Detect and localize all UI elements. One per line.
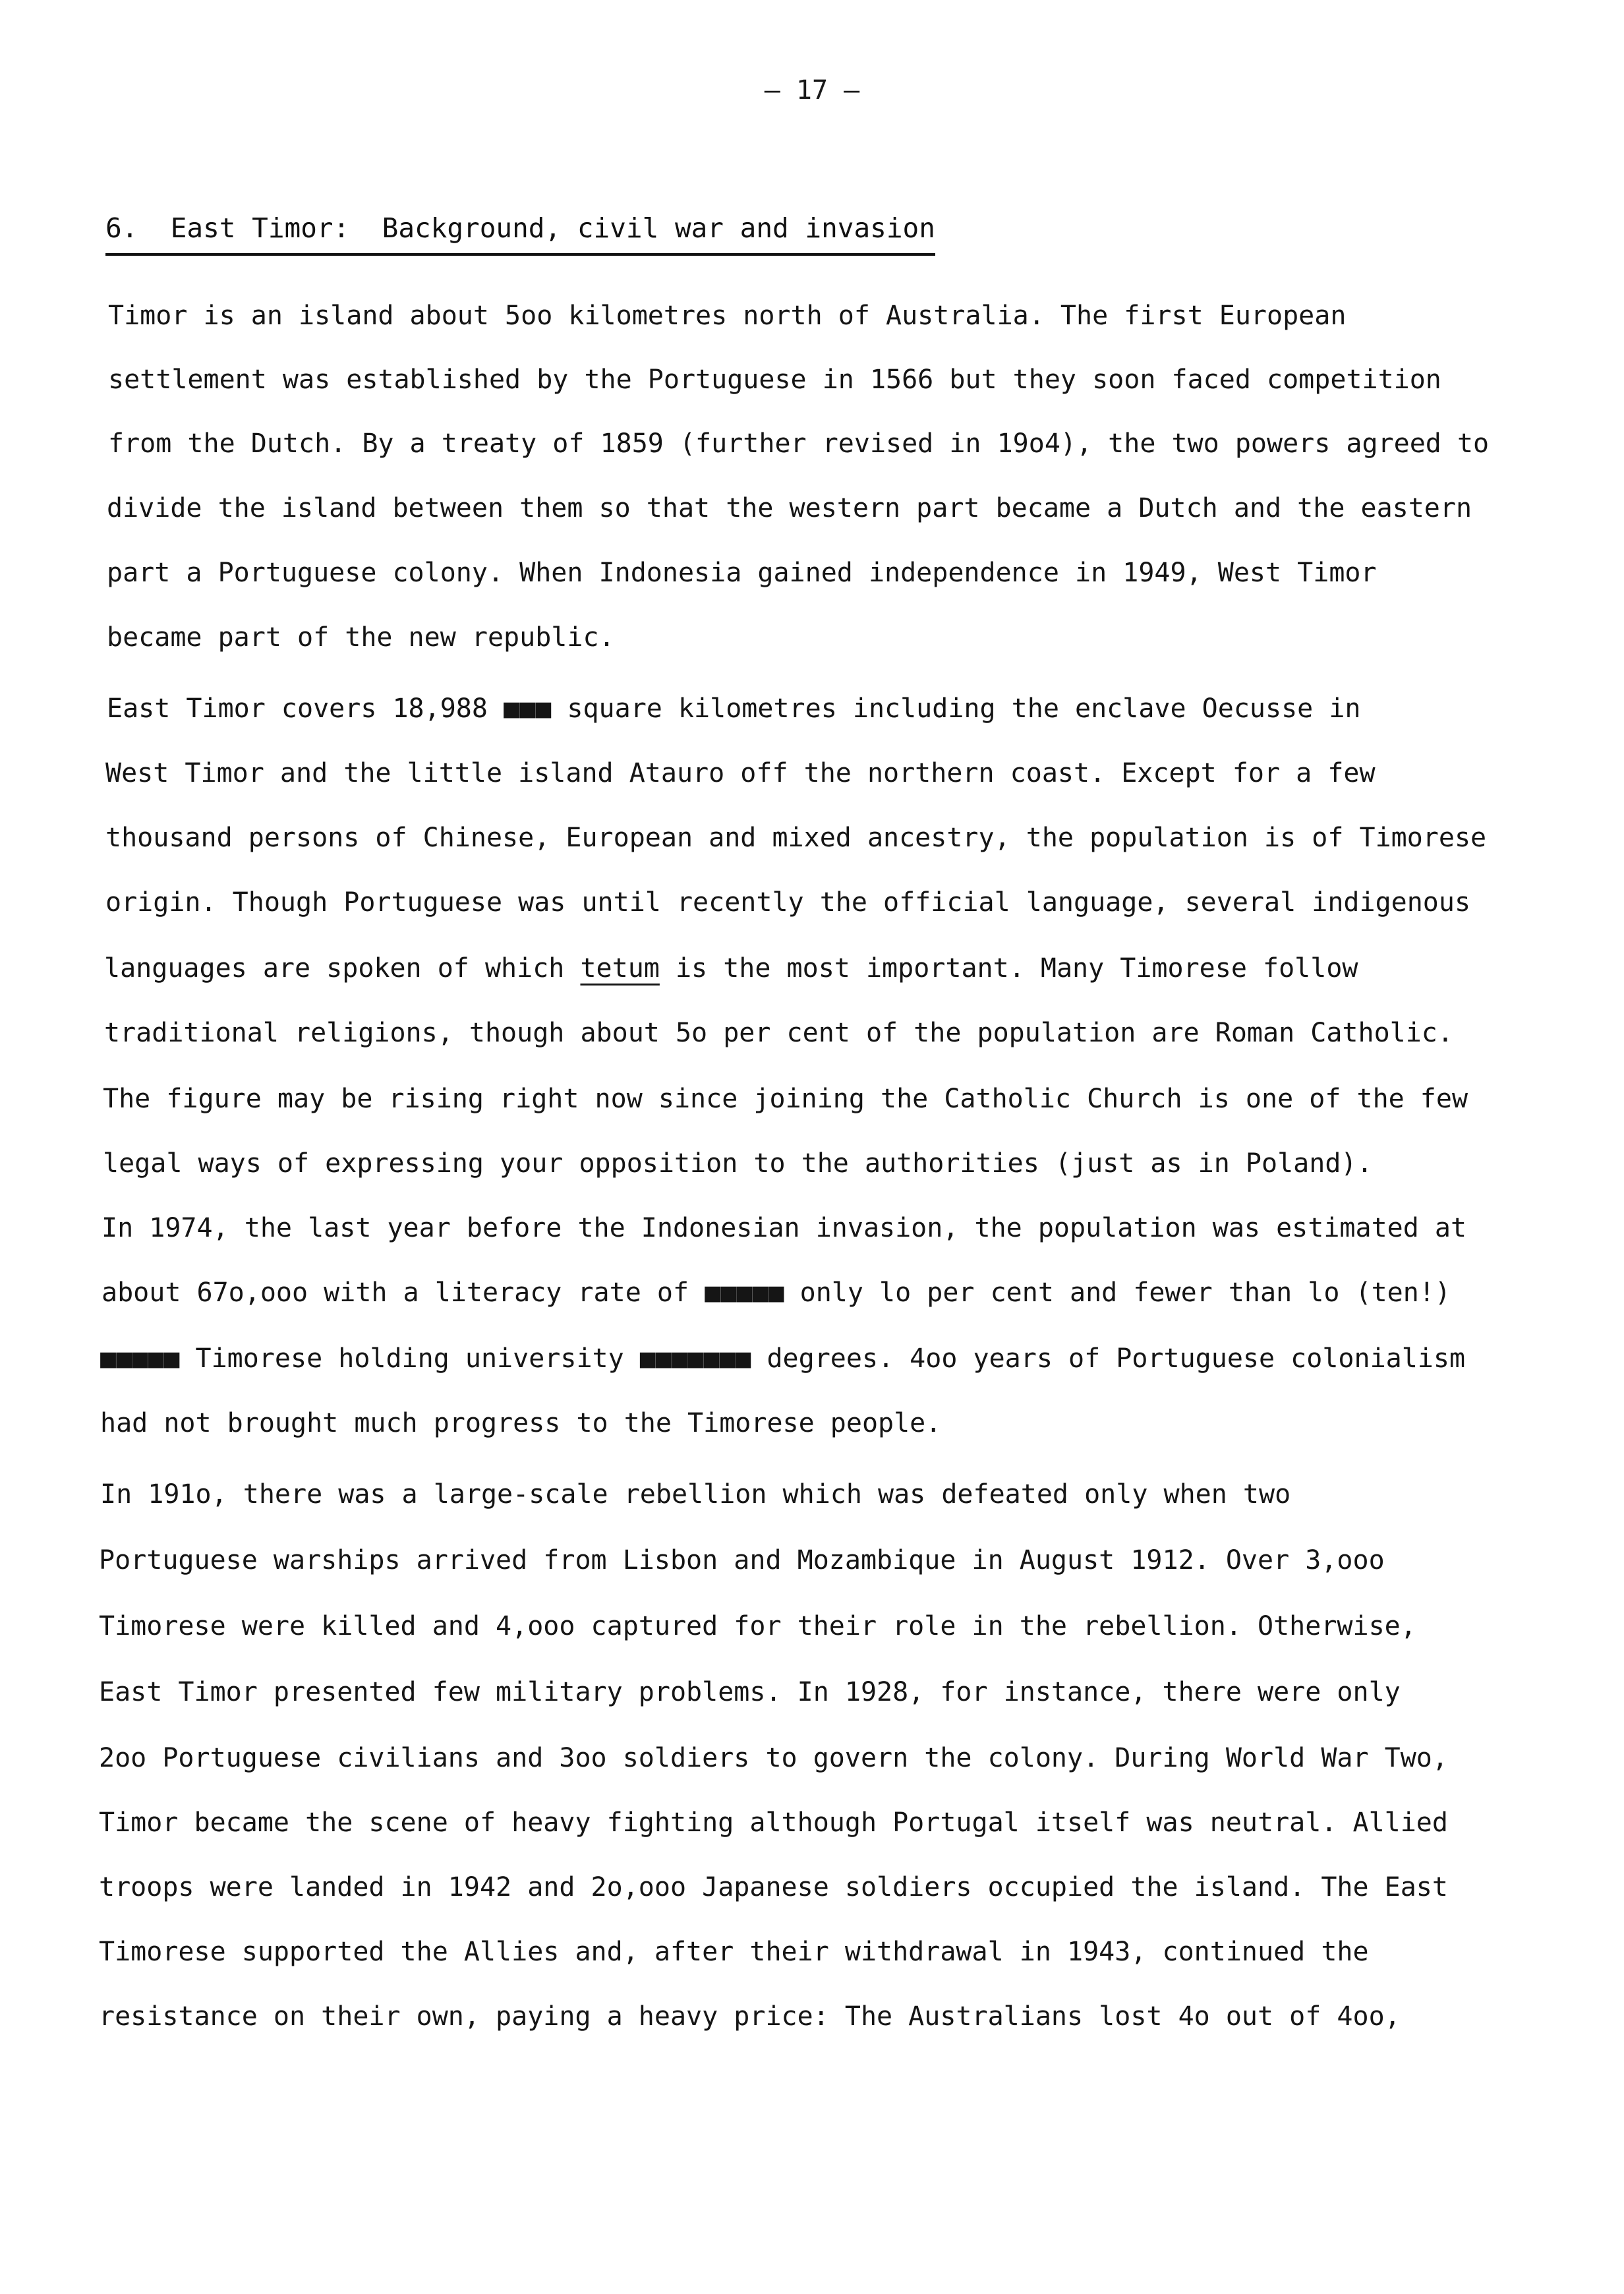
- text-line: divide the island between them so that the western part became a Dutch and the eastern: [107, 493, 1472, 523]
- text-line: settlement was established by the Portuguese in 1566 but they soon faced competition: [108, 365, 1441, 395]
- text-line: East Timor presented few military problems. In 1928, for instance, there were only: [99, 1677, 1401, 1707]
- page-number: — 17 —: [764, 75, 860, 105]
- text-line: from the Dutch. By a treaty of 1859 (further revised in 19o4), the two powers agreed to: [108, 428, 1490, 459]
- text-line: traditional religions, though about 5o per cent of the population are Roman Catholic.: [104, 1018, 1453, 1048]
- text-line: The figure may be rising right now since joining the Catholic Church is one of the few: [103, 1084, 1468, 1114]
- text-line: origin. Though Portuguese was until recently the official language, several indigenous: [105, 887, 1471, 918]
- text-line: In 191o, there was a large-scale rebellion which was defeated only when two: [100, 1479, 1291, 1510]
- text-line: became part of the new republic.: [107, 622, 615, 653]
- text-line: [104, 951, 1358, 986]
- text-line: West Timor and the little island Atauro off the northern coast. Except for a few: [105, 758, 1376, 788]
- section-heading: 6. East Timor: Background, civil war and invasion: [105, 210, 935, 256]
- text-line: 2oo Portuguese civilians and 3oo soldiers to govern the colony. During World War Two,: [99, 1743, 1448, 1773]
- text-segment: is the most important. Many Timorese follow: [659, 953, 1358, 984]
- text-line: part a Portuguese colony. When Indonesia gained independence in 1949, West Timor: [107, 558, 1377, 588]
- text-line: In 1974, the last year before the Indonesian invasion, the population was estimated at: [102, 1213, 1467, 1243]
- text-line: about 67o,ooo with a literacy rate of ■■■■■ only lo per cent and fewer than lo (ten!): [102, 1278, 1451, 1308]
- text-line: troops were landed in 1942 and 2o,ooo Japanese soldiers occupied the island. The East: [99, 1872, 1448, 1902]
- text-segment: languages are spoken of which: [104, 953, 581, 984]
- underlined-word: tetum: [580, 953, 660, 984]
- text-line: had not brought much progress to the Timorese people.: [100, 1408, 942, 1438]
- text-line: legal ways of expressing your opposition to the authorities (just as in Poland).: [103, 1148, 1373, 1179]
- text-line: Timor is an island about 5oo kilometres north of Australia. The first European: [108, 301, 1347, 331]
- text-line: Timorese supported the Allies and, after their withdrawal in 1943, continued the: [99, 1937, 1369, 1967]
- text-line: ■■■■■ Timorese holding university ■■■■■■■ degrees. 4oo years of Portuguese colonialism: [100, 1343, 1466, 1374]
- text-line: thousand persons of Chinese, European and mixed ancestry, the population is of Timorese: [105, 823, 1487, 853]
- text-line: Timorese were killed and 4,ooo captured for their role in the rebellion. Otherwise,: [99, 1611, 1416, 1641]
- text-line: resistance on their own, paying a heavy price: The Australians lost 4o out of 4oo,: [99, 2001, 1401, 2032]
- text-line: East Timor covers 18,988 ■■■ square kilometres including the enclave Oecusse in: [107, 693, 1361, 724]
- text-line: Portuguese warships arrived from Lisbon and Mozambique in August 1912. Over 3,ooo: [99, 1545, 1385, 1575]
- text-line: Timor became the scene of heavy fighting although Portugal itself was neutral. Allied: [99, 1808, 1448, 1838]
